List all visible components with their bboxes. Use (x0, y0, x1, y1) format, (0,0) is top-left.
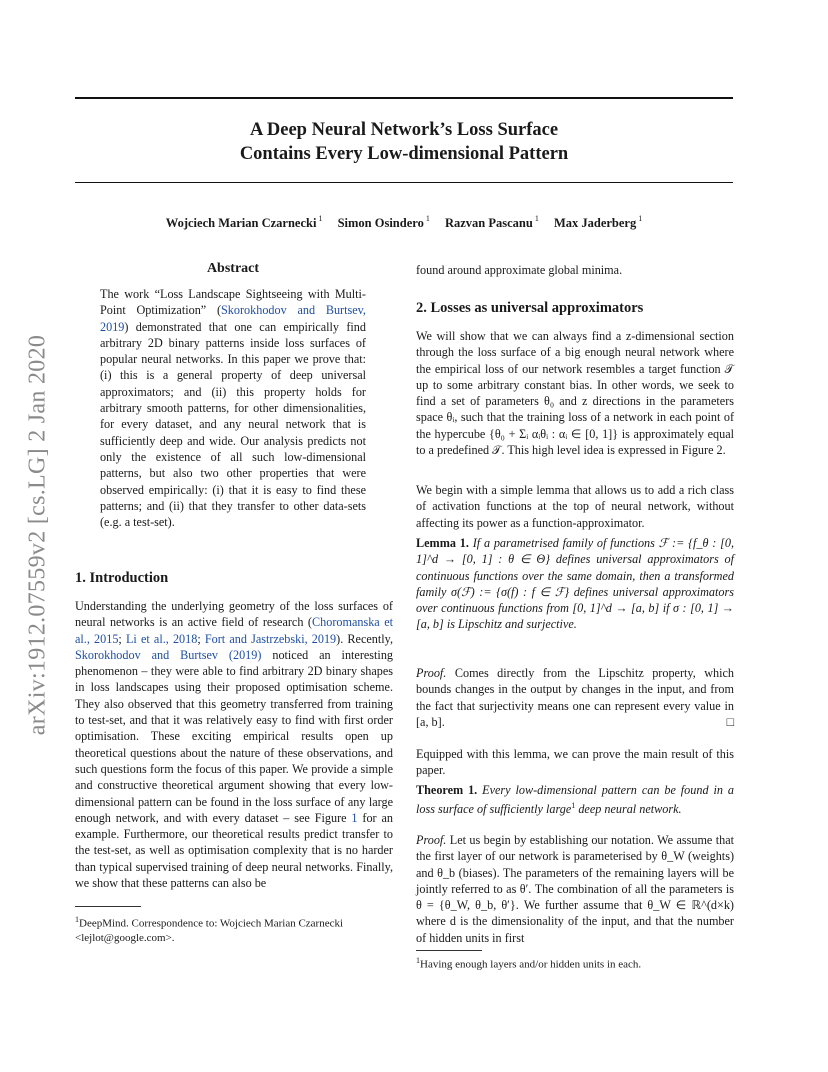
figure-link[interactable]: 1 (351, 810, 358, 825)
qed-mark: □ (726, 714, 734, 729)
affil-mark: 1 (638, 214, 643, 223)
author: Max Jaderberg $^1$ (553, 214, 643, 230)
author: Razvan Pascanu $^1$ (444, 214, 539, 230)
paper-title (75, 118, 733, 166)
citation-link[interactable]: Skorokhodov and Burtsev, 2019 (100, 303, 366, 334)
citation-link[interactable]: Li et al., 2018 (125, 631, 198, 646)
section2-para-1: We will show that we can always find a z-dimensional section through the loss surface of a big enough neural network where the empirical loss of our network resembles a target function 𝒯 up to some arbitrary constant bias. In other words, we seek to find a set of parameters θ₀ and z directions in the parameters space θᵢ, such that the training loss of a network in each point of the hypercube {θ₀ + Σᵢ αᵢθᵢ : αᵢ ∈ [0, 1]} is approximately equal to a predefined 𝒯. This high level idea is expressed in Figure 2. (416, 329, 734, 458)
abstract-heading: Abstract (206, 261, 260, 276)
section2-para-2: We begin with a simple lemma that allows us to add a rich class of activation functions at the top of neural network, without affecting its power as a function-approximator. (416, 483, 734, 530)
footnote-2: $^1$Having enough layers and/or hidden units in each. (416, 956, 642, 971)
proof-2: Proof. Let us begin by establishing our notation. We assume that the first layer of our network is parameterised by θ_W (weights) and θ_b (biases). The parameters of the remaining layers will be jointly referred to as θ′. The combination of all the parameters is θ = {θ_W, θ_b, θ′}. We further assume that θ_W ∈ ℝ^(d×k) where d is the dimensionality of the input, and that the number of hidden units in first (416, 833, 735, 945)
title-line-1: A Deep Neural Network’s Loss Surface (249, 120, 559, 140)
title-rule-top (75, 97, 733, 99)
affil-mark: 1 (318, 214, 323, 223)
arxiv-sidebar (18, 300, 58, 770)
citation-link[interactable]: Choromanska et al., 2015 (75, 615, 393, 646)
title-line-2: Contains Every Low-dimensional Pattern (239, 144, 569, 164)
proof-1: Proof. Comes directly from the Lipschitz property, which bounds changes in the output by changes in the input, and from the fact that surjectivity means one can represent every value in [a, b]. □ (416, 666, 735, 729)
footnote-rule (75, 906, 141, 907)
footnote2-rule (416, 950, 482, 951)
arxiv-id: arXiv:1912.07559v2 [cs.LG] 2 Jan 2020 (24, 334, 51, 736)
citation-link[interactable]: Skorokhodov and Burtsev (2019) (75, 647, 262, 662)
intro-heading: 1. Introduction (75, 570, 169, 586)
section2-heading: 2. Losses as universal approximators (416, 300, 644, 316)
right-continuation: found around approximate global minima. (416, 263, 623, 277)
citation-link[interactable]: Fort and Jastrzebski, 2019 (204, 631, 337, 646)
theorem-1: Theorem 1. Every low-dimensional pattern can be found in a loss surface of sufficiently large$^1$ deep neural network. (416, 783, 734, 817)
affil-mark: 1 (534, 214, 539, 223)
section2-para-3: Equipped with this lemma, we can prove the main result of this paper. (416, 747, 734, 778)
title-rule-bottom (75, 182, 733, 183)
author: Simon Osindero $^1$ (337, 214, 430, 230)
abstract-body: The work “Loss Landscape Sightseeing with Multi-Point Optimization” (Skorokhodov and Burtsev, 2019) demonstrated that one can empirically find arbitrary 2D binary patterns inside loss surfaces of popular neural networks. In this paper we prove that: (i) this is a general property of deep universal approximators; and (ii) this property holds for arbitrary smooth patterns, for other dimensionalities, for every dataset, and any neural network that is sufficiently deep and wide. Our analysis predicts not only the existence of all such low-dimensional patterns, but also two other properties that were observed empirically: (i) that it is easy to find these patterns; and (ii) that they transfer to other data-sets (e.g. a test-set). (100, 287, 366, 530)
intro-body: Understanding the underlying geometry of the loss surfaces of neural networks is an active field of research (Choromanska et al., 2015; Li et al., 2018; Fort and Jastrzebski, 2019). Recently, Skorokhodov and Burtsev (2019) noticed an interesting phenomenon – they were able to find arbitrary 2D binary shapes in loss landscapes using their proposed optimisation scheme. They also observed that this geometry transferred from training to test-set, and that it was relatively easy to find with first order optimisation. These exciting empirical results open up theoretical questions about the nature of these observations, and such questions form the focus of this paper. We provide a simple and constructive theoretical argument showing that every low-dimensional pattern can be found in the loss surface of any large enough network, and with every dataset – see Figure 1 for an example. Furthermore, our theoretical results predict transfer to the test-set, as well as optimisation complexity that is no harder than typical supervised training of deep neural networks. Finally, we show that these patterns can also be (75, 599, 394, 891)
author-list (75, 214, 733, 231)
author: Wojciech Marian Czarnecki $^1$ (165, 214, 323, 230)
lemma-1: Lemma 1. If a parametrised family of functions ℱ := {f_θ : [0, 1]^d → [0, 1] : θ ∈ Θ} defines universal approximators of continuous functions over the same domain, then a transformed family σ(ℱ) := {σ(f) : f ∈ ℱ} defines universal approximators over continuous functions from [0, 1]^d → [a, b] if σ : [0, 1] → [a, b] is Lipschitz and surjective. (416, 536, 735, 632)
footnote-affiliation: $^1$DeepMind. Correspondence to: Wojciech Marian Czarnecki <lejlot@google.com>. (75, 915, 344, 944)
affil-mark: 1 (425, 214, 430, 223)
footnote-mark: 1 (571, 801, 576, 811)
